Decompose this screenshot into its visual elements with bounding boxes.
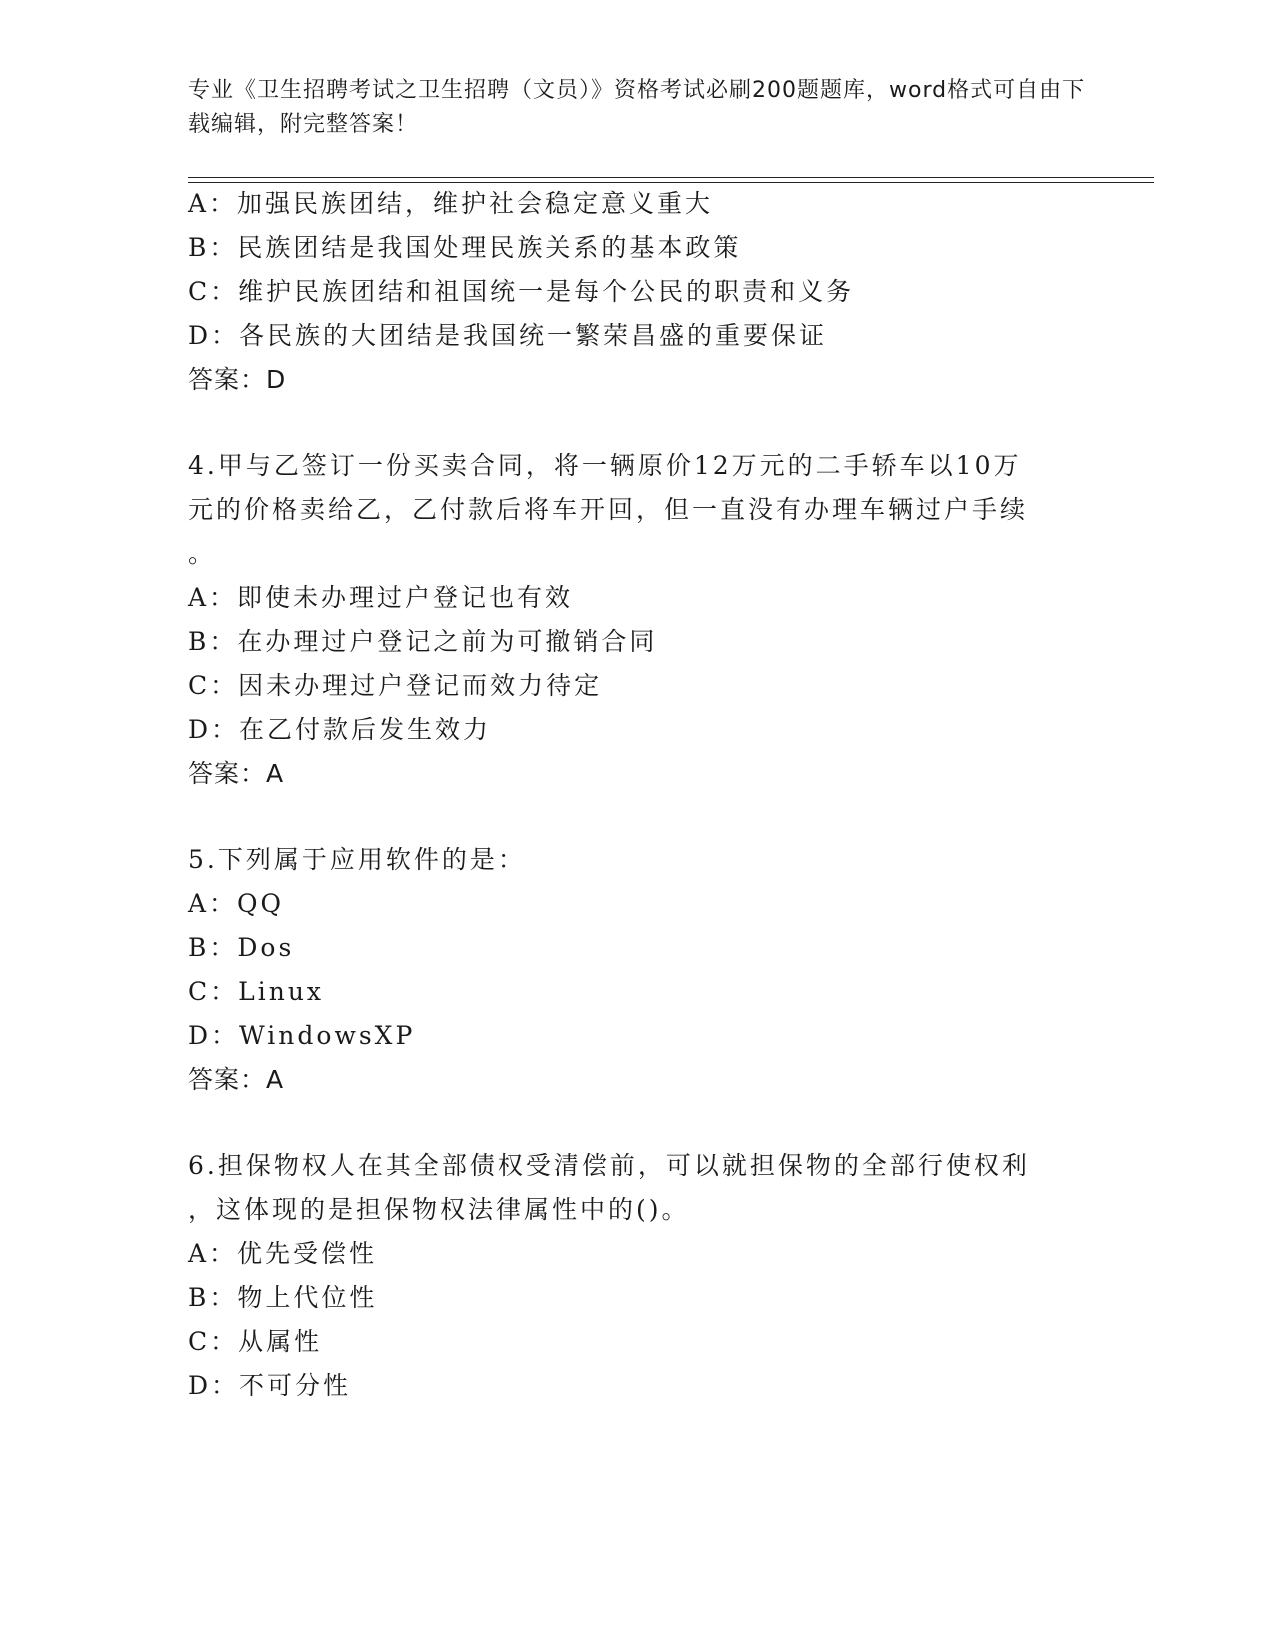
- q5-option-b: B：Dos: [188, 933, 295, 962]
- q6-stem-line1: 6.担保物权人在其全部债权受清偿前，可以就担保物的全部行使权利: [188, 1151, 1030, 1180]
- q6-option-b: B：物上代位性: [188, 1283, 378, 1312]
- q3-option-a: A：加强民族团结，维护社会稳定意义重大: [188, 189, 714, 218]
- q6-option-d: D：不可分性: [188, 1371, 352, 1400]
- q4-option-d: D：在乙付款后发生效力: [188, 715, 492, 744]
- q4-option-c: C：因未办理过户登记而效力待定: [188, 671, 603, 700]
- q4-option-b: B：在办理过户登记之前为可撤销合同: [188, 627, 658, 656]
- q3-option-d: D：各民族的大团结是我国统一繁荣昌盛的重要保证: [188, 321, 828, 350]
- q5-option-d: D：WindowsXP: [188, 1021, 416, 1050]
- q4-answer: 答案：A: [188, 759, 285, 788]
- q3-option-b: B：民族团结是我国处理民族关系的基本政策: [188, 233, 742, 262]
- q4-stem-line3: 。: [188, 539, 217, 568]
- header-rule-bottom: [188, 182, 1154, 183]
- q4-stem-line1: 4.甲与乙签订一份买卖合同，将一辆原价12万元的二手轿车以10万: [188, 451, 1022, 480]
- q5-option-a: A：QQ: [188, 889, 285, 918]
- q3-answer: 答案：D: [188, 365, 287, 394]
- q4-stem-line2: 元的价格卖给乙，乙付款后将车开回，但一直没有办理车辆过户手续: [188, 495, 1029, 524]
- q5-option-c: C：Linux: [188, 977, 325, 1006]
- q5-answer: 答案：A: [188, 1065, 285, 1094]
- q6-stem-line2: ，这体现的是担保物权法律属性中的()。: [188, 1195, 690, 1224]
- q3-option-c: C：维护民族团结和祖国统一是每个公民的职责和义务: [188, 277, 855, 306]
- header-rule-top: [188, 177, 1154, 178]
- document-header: 专业《卫生招聘考试之卫生招聘（文员）》资格考试必刷200题题库，word格式可自由下载编辑，附完整答案！: [188, 78, 1086, 137]
- q5-stem: 5.下列属于应用软件的是：: [188, 845, 526, 874]
- q6-option-a: A：优先受偿性: [188, 1239, 378, 1268]
- q4-option-a: A：即使未办理过户登记也有效: [188, 583, 574, 612]
- q6-option-c: C：从属性: [188, 1327, 323, 1356]
